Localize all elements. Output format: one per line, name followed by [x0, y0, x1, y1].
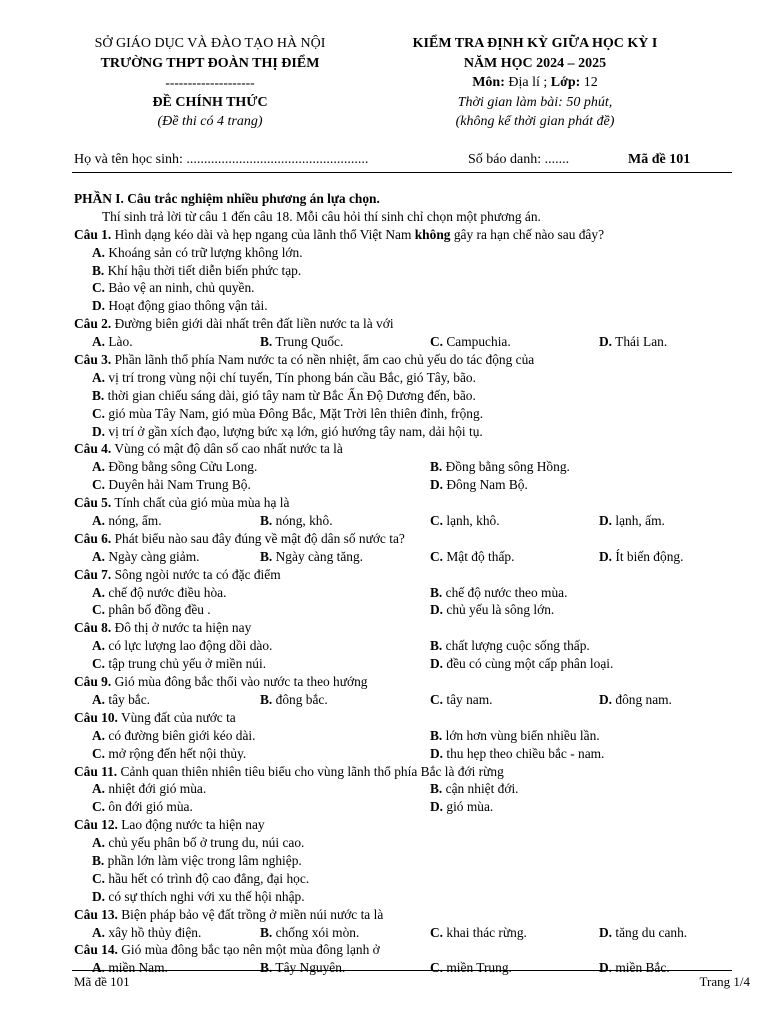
option-letter: A.: [92, 691, 106, 707]
footer-divider: [72, 970, 732, 971]
option-text: Thái Lan.: [612, 334, 668, 350]
option-text: có đường biên giới kéo dài.: [105, 727, 256, 743]
option-a: [74, 834, 734, 852]
question-4: [74, 440, 734, 458]
option-letter: A.: [92, 459, 106, 475]
question-text: Tính chất của gió mùa mùa hạ là: [111, 495, 290, 511]
option-letter: D.: [430, 745, 444, 761]
option-text: Trung Quốc.: [272, 334, 344, 350]
option-letter: C.: [92, 799, 106, 815]
option-text: chủ yếu phân bố ở trung du, núi cao.: [105, 835, 305, 851]
option-d: [430, 745, 604, 763]
option-c: [430, 548, 599, 566]
option-letter: A.: [92, 638, 106, 654]
option-letter: A.: [92, 244, 106, 260]
option-b: [74, 852, 734, 870]
header-right: [380, 34, 690, 132]
option-d: [599, 924, 687, 942]
option-text: Campuchia.: [443, 334, 511, 350]
option-text: Duyên hải Nam Trung Bộ.: [105, 477, 251, 493]
time-note: (không kể thời gian phát đề): [455, 114, 615, 129]
option-a: [92, 584, 430, 602]
option-b: [260, 548, 430, 566]
option-text: chủ yếu là sông lớn.: [443, 602, 555, 618]
option-text: đông nam.: [612, 691, 672, 707]
option-letter: B.: [430, 781, 443, 797]
question-number: Câu 2.: [74, 316, 112, 332]
question-text: Cảnh quan thiên nhiên tiêu biểu cho vùng lãnh thổ phía Bắc là đới rừng: [117, 763, 504, 779]
options-row: [74, 637, 734, 655]
options-row: [74, 548, 734, 566]
question-emphasis: không: [414, 226, 451, 242]
student-name-field: Họ và tên học sinh: ....................................................: [74, 152, 369, 167]
option-letter: B.: [260, 334, 273, 350]
option-letter: B.: [92, 262, 105, 278]
school-name: TRƯỜNG THPT ĐOÀN THỊ ĐIỂM: [100, 55, 320, 71]
option-c: [430, 333, 599, 351]
part-intro: Thí sinh trả lời từ câu 1 đến câu 18. Mỗi câu hỏi thí sinh chỉ chọn một phương án.: [102, 208, 541, 224]
option-letter: B.: [430, 584, 443, 600]
option-c: [430, 924, 599, 942]
exam-title: KIỂM TRA ĐỊNH KỲ GIỮA HỌC KỲ I: [412, 36, 658, 51]
option-text: chế độ nước theo mùa.: [442, 584, 568, 600]
option-letter: C.: [430, 924, 444, 940]
question-text: Đường biên giới dài nhất trên đất liền nước ta là với: [111, 316, 394, 332]
subject-value: Địa lí ;: [504, 75, 551, 90]
option-text: đông bắc.: [272, 691, 328, 707]
page-number: Trang 1/4: [699, 974, 750, 989]
option-text: Đồng bằng sông Cửu Long.: [105, 459, 258, 475]
option-letter: D.: [92, 298, 106, 314]
option-b: [430, 637, 590, 655]
option-c: [92, 798, 430, 816]
option-text: lạnh, khô.: [443, 513, 500, 529]
question-text: Phần lãnh thổ phía Nam nước ta có nền nhiệt, ẩm cao chủ yếu do tác động của: [111, 352, 535, 368]
options-row: [74, 655, 734, 673]
question-number: Câu 7.: [74, 566, 112, 582]
option-letter: D.: [599, 691, 613, 707]
option-text: thời gian chiếu sáng dài, gió tây nam từ Bắc Ấn Độ Dương đến, bão.: [104, 387, 476, 403]
option-text: lạnh, ấm.: [612, 513, 665, 529]
option-text: Ngày càng tăng.: [272, 548, 364, 564]
option-d: [599, 691, 672, 709]
options-row: [74, 476, 734, 494]
option-text: tăng du canh.: [612, 924, 688, 940]
option-a: [92, 637, 430, 655]
option-text: chất lượng cuộc sống thấp.: [442, 638, 590, 654]
question-number: Câu 1.: [74, 226, 112, 242]
options-row: [74, 780, 734, 798]
header-dashes: --------------------: [165, 75, 255, 90]
option-a: [92, 333, 260, 351]
option-letter: D.: [92, 888, 106, 904]
option-text: Ít biến động.: [612, 548, 684, 564]
exam-body: [74, 190, 734, 977]
option-a: [92, 780, 430, 798]
option-letter: D.: [599, 513, 613, 529]
options-row: [74, 727, 734, 745]
question-text: gây ra hạn chế nào sau đây?: [450, 226, 605, 242]
option-letter: C.: [92, 656, 106, 672]
option-b: [430, 727, 600, 745]
option-letter: B.: [92, 387, 105, 403]
option-letter: D.: [92, 423, 106, 439]
option-b: [430, 584, 567, 602]
option-letter: D.: [599, 334, 613, 350]
option-b: [260, 333, 430, 351]
question-number: Câu 8.: [74, 620, 112, 636]
option-letter: B.: [430, 638, 443, 654]
option-text: tập trung chủ yếu ở miền núi.: [105, 656, 267, 672]
question-number: Câu 5.: [74, 495, 112, 511]
question-text: Sông ngòi nước ta có đặc điểm: [111, 566, 281, 582]
option-a: [74, 244, 734, 262]
question-text: Vùng có mật độ dân số cao nhất nước ta là: [111, 441, 343, 457]
option-c: [74, 405, 734, 423]
option-text: miền Nam.: [105, 960, 168, 976]
option-text: mở rộng đến hết nội thủy.: [105, 745, 247, 761]
question-text: Gió mùa đông bắc thổi vào nước ta theo hướng: [111, 674, 368, 690]
options-row: [74, 601, 734, 619]
subject-label: Môn:: [472, 75, 505, 90]
question-number: Câu 13.: [74, 906, 118, 922]
option-text: Ngày càng giảm.: [105, 548, 200, 564]
option-a: [92, 691, 260, 709]
option-d: [599, 548, 683, 566]
question-10: [74, 709, 734, 727]
option-c: [92, 745, 430, 763]
exam-code: Mã đề 101: [628, 152, 691, 167]
options-row: [74, 959, 734, 977]
question-number: Câu 12.: [74, 817, 118, 833]
option-d: [430, 655, 613, 673]
option-letter: C.: [92, 280, 106, 296]
option-text: ôn đới gió mùa.: [105, 799, 193, 815]
option-text: Khoáng sản có trữ lượng không lớn.: [105, 244, 303, 260]
option-text: vị trí trong vùng nội chí tuyến, Tín phong bán cầu Bắc, gió Tây, bão.: [105, 369, 476, 385]
question-2: [74, 315, 734, 333]
question-14: [74, 941, 734, 959]
question-number: Câu 6.: [74, 530, 112, 546]
question-number: Câu 9.: [74, 674, 112, 690]
option-letter: C.: [430, 548, 444, 564]
option-b: [430, 780, 519, 798]
question-text: Gió mùa đông bắc tạo nên một mùa đông lạnh ở: [117, 942, 380, 958]
option-d: [74, 888, 734, 906]
option-b: [260, 924, 430, 942]
option-text: thu hẹp theo chiều bắc - nam.: [443, 745, 605, 761]
option-letter: A.: [92, 781, 106, 797]
question-number: Câu 10.: [74, 709, 118, 725]
option-b: [430, 458, 570, 476]
option-letter: A.: [92, 924, 106, 940]
department-name: SỞ GIÁO DỤC VÀ ĐÀO TẠO HÀ NỘI: [94, 36, 326, 51]
option-letter: A.: [92, 548, 106, 564]
grade-value: 12: [580, 75, 598, 90]
student-info: [74, 152, 734, 172]
option-d: [599, 333, 667, 351]
option-text: chống xói mòn.: [272, 924, 360, 940]
option-letter: C.: [430, 334, 444, 350]
question-number: Câu 3.: [74, 352, 112, 368]
option-b: [260, 959, 430, 977]
question-3: [74, 351, 734, 369]
question-text: Hình dạng kéo dài và hẹp ngang của lãnh thổ Việt Nam: [111, 226, 415, 242]
option-letter: C.: [92, 602, 106, 618]
option-c: [92, 655, 430, 673]
option-text: Khí hậu thời tiết diễn biến phức tạp.: [104, 262, 302, 278]
option-letter: A.: [92, 960, 106, 976]
options-row: [74, 745, 734, 763]
question-number: Câu 11.: [74, 763, 118, 779]
option-text: miền Bắc.: [612, 960, 670, 976]
options-row: [74, 333, 734, 351]
question-text: Lao động nước ta hiện nay: [117, 817, 265, 833]
option-letter: C.: [92, 477, 106, 493]
option-letter: C.: [430, 513, 444, 529]
option-letter: C.: [430, 960, 444, 976]
option-c: [92, 601, 430, 619]
part-title: PHẦN I. Câu trắc nghiệm nhiều phương án lựa chọn.: [74, 191, 380, 206]
option-d: [430, 798, 493, 816]
option-c: [92, 476, 430, 494]
option-c: [74, 279, 734, 297]
option-letter: B.: [430, 459, 443, 475]
option-b: [260, 691, 430, 709]
option-d: [74, 297, 734, 315]
option-text: phần lớn làm việc trong lâm nghiệp.: [104, 852, 302, 868]
question-13: [74, 906, 734, 924]
question-1: [74, 226, 734, 244]
option-letter: B.: [92, 852, 105, 868]
option-text: nóng, ẩm.: [105, 513, 162, 529]
option-a: [92, 458, 430, 476]
option-text: tây nam.: [443, 691, 493, 707]
question-9: [74, 673, 734, 691]
option-letter: B.: [260, 548, 273, 564]
option-text: vị trí ở gần xích đạo, lượng bức xạ lớn, gió hướng tây nam, dải hội tụ.: [105, 423, 483, 439]
time-limit: Thời gian làm bài: 50 phút,: [457, 94, 613, 110]
option-text: miền Trung.: [443, 960, 512, 976]
option-b: [74, 387, 734, 405]
question-7: [74, 566, 734, 584]
options-row: [74, 458, 734, 476]
question-5: [74, 494, 734, 512]
option-letter: D.: [430, 799, 444, 815]
option-text: Hoạt động giao thông vận tải.: [105, 298, 268, 314]
option-letter: D.: [430, 477, 444, 493]
option-letter: C.: [92, 405, 106, 421]
school-year: NĂM HỌC 2024 – 2025: [463, 55, 607, 71]
option-letter: B.: [260, 691, 273, 707]
header-left: [60, 34, 360, 132]
option-letter: C.: [92, 870, 106, 886]
option-text: Đồng bằng sông Hồng.: [442, 459, 570, 475]
option-b: [260, 512, 430, 530]
option-d: [599, 512, 665, 530]
option-text: có lực lượng lao động dồi dào.: [105, 638, 273, 654]
question-number: Câu 14.: [74, 942, 118, 958]
option-text: có sự thích nghi với xu thế hội nhập.: [105, 888, 305, 904]
option-letter: D.: [599, 960, 613, 976]
options-row: [74, 584, 734, 602]
option-text: Tây Nguyên.: [272, 960, 346, 976]
official-label: ĐỀ CHÍNH THỨC: [152, 94, 268, 110]
option-a: [92, 924, 260, 942]
option-c: [430, 959, 599, 977]
option-text: gió mùa Tây Nam, gió mùa Đông Bắc, Mặt Trời lên thiên đỉnh, frộng.: [105, 405, 484, 421]
option-text: đều có cùng một cấp phân loại.: [443, 656, 614, 672]
option-text: nóng, khô.: [272, 513, 333, 529]
question-number: Câu 4.: [74, 441, 112, 457]
question-text: Phát biểu nào sau đây đúng về mật độ dân số nước ta?: [111, 530, 405, 546]
question-8: [74, 619, 734, 637]
option-c: [430, 691, 599, 709]
footer-exam-code: Mã đề 101: [74, 974, 130, 989]
option-a: [92, 512, 260, 530]
options-row: [74, 691, 734, 709]
options-row: [74, 798, 734, 816]
option-letter: C.: [92, 745, 106, 761]
option-letter: D.: [599, 548, 613, 564]
option-letter: D.: [599, 924, 613, 940]
question-6: [74, 530, 734, 548]
option-text: khai thác rừng.: [443, 924, 527, 940]
option-text: tây bắc.: [105, 691, 151, 707]
page-count-note: (Đề thi có 4 trang): [157, 114, 263, 129]
option-text: Đông Nam Bộ.: [443, 477, 528, 493]
options-row: [74, 924, 734, 942]
option-letter: C.: [430, 691, 444, 707]
option-text: cận nhiệt đới.: [442, 781, 519, 797]
option-text: gió mùa.: [443, 799, 494, 815]
option-text: phân bố đồng đều .: [105, 602, 211, 618]
option-letter: A.: [92, 835, 106, 851]
option-text: Mật độ thấp.: [443, 548, 515, 564]
option-a: [92, 727, 430, 745]
option-letter: B.: [430, 727, 443, 743]
option-letter: A.: [92, 334, 106, 350]
option-letter: B.: [260, 960, 273, 976]
question-text: Vùng đất của nước ta: [117, 709, 236, 725]
option-letter: B.: [260, 924, 273, 940]
option-text: nhiệt đới gió mùa.: [105, 781, 207, 797]
option-c: [430, 512, 599, 530]
option-d: [599, 959, 670, 977]
option-letter: A.: [92, 727, 106, 743]
subject-line: [380, 73, 690, 93]
option-letter: B.: [260, 513, 273, 529]
option-text: hầu hết có trình độ cao đẳng, đại học.: [105, 870, 310, 886]
option-letter: A.: [92, 584, 106, 600]
options-row: [74, 512, 734, 530]
option-a: [92, 548, 260, 566]
option-b: [74, 262, 734, 280]
option-d: [430, 601, 554, 619]
option-text: chế độ nước điều hòa.: [105, 584, 227, 600]
question-12: [74, 816, 734, 834]
option-d: [430, 476, 528, 494]
option-letter: D.: [430, 602, 444, 618]
option-letter: A.: [92, 513, 106, 529]
question-text: Biện pháp bảo vệ đất trồng ở miền núi nước ta là: [117, 906, 384, 922]
header-divider: [72, 172, 732, 173]
option-letter: D.: [430, 656, 444, 672]
option-c: [74, 870, 734, 888]
option-text: Bảo vệ an ninh, chủ quyền.: [105, 280, 255, 296]
question-text: Đô thị ở nước ta hiện nay: [111, 620, 252, 636]
option-text: xây hồ thủy điện.: [105, 924, 202, 940]
grade-label: Lớp:: [550, 75, 581, 90]
option-a: [74, 369, 734, 387]
option-letter: A.: [92, 369, 106, 385]
option-text: Lào.: [105, 334, 133, 350]
student-id-field: Số báo danh: .......: [468, 152, 570, 167]
question-11: [74, 763, 734, 781]
option-text: lớn hơn vùng biển nhiều lần.: [442, 727, 600, 743]
option-d: [74, 423, 734, 441]
